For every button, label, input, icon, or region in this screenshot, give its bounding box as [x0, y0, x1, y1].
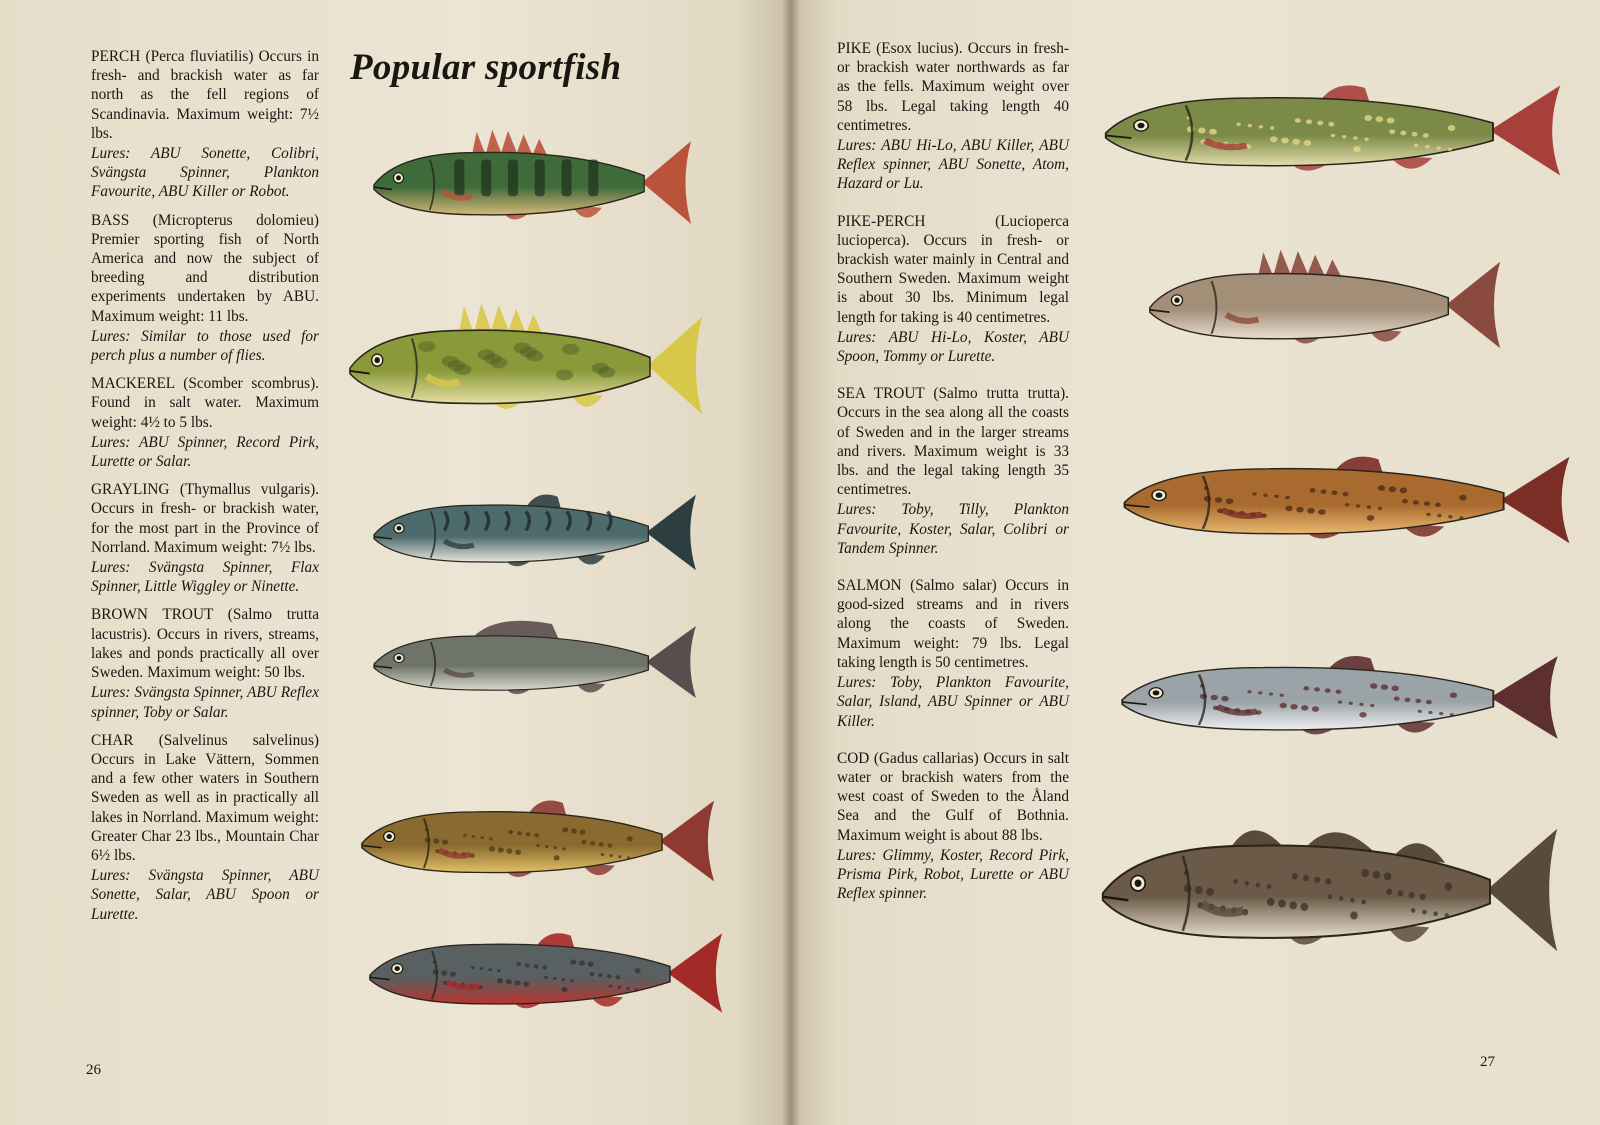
page-number-left: 26 [86, 1062, 101, 1078]
entry-lures: Lures: ABU Hi-Lo, Koster, ABU Spoon, Tommy or Lurette. [837, 328, 1069, 366]
entry-lures: Lures: ABU Sonette, Colibri, Svängsta Spinner, Plankton Favourite, ABU Killer or Robot. [91, 145, 319, 201]
entry-lures: Lures: Svängsta Spinner, Flax Spinner, Little Wiggley or Ninette. [91, 559, 319, 596]
entry-pike-perch [837, 212, 1069, 367]
grayling-icon [365, 612, 705, 712]
left-text-column [91, 47, 319, 933]
char-icon [360, 918, 732, 1028]
book-gutter [782, 0, 800, 1125]
entry-description: PIKE-PERCH (Lucioperca lucioperca). Occurs in fresh- or brackish water mainly in Central and Southern Sweden. Maximum weight is about 30 lbs. Minimum legal length for taking is 40 centimetres. [837, 212, 1069, 326]
sea-trout-icon [1112, 440, 1582, 560]
entry-description: BROWN TROUT (Salmo trutta lacustris). Occurs in rivers, streams, lakes and ponds practically all over Sweden. Maximum weight: 50 lbs. [91, 606, 319, 682]
entry-perch [91, 47, 319, 202]
brown-trout-icon [352, 785, 724, 897]
entry-description: CHAR (Salvelinus salvelinus) Occurs in Lake Vättern, Sommen and a few other waters in Southern Sweden as well as in practically all lakes in Norrland. Maximum weight: Greater Char 23 lbs., Mountain Char 6½ lbs. [91, 731, 319, 864]
perch-icon [365, 125, 700, 240]
page-number-right: 27 [1480, 1054, 1495, 1070]
mackerel-icon [365, 480, 705, 585]
entry-description: SALMON (Salmo salar) Occurs in good-sized streams and in rivers along the coasts of Sweden. Maximum weight: 79 lbs. Legal taking length is 50 centimetres. [837, 577, 1069, 671]
pike-icon [1093, 68, 1573, 193]
entry-lures: Lures: Toby, Plankton Favourite, Salar, Island, ABU Spinner or ABU Killer. [837, 674, 1069, 730]
right-text-column [837, 39, 1069, 921]
entry-description: SEA TROUT (Salmo trutta trutta). Occurs in the sea along all the coasts of Sweden and in the larger streams and rivers. Maximum weight is 33 lbs. and the legal taking length 35 centimetres. [837, 385, 1069, 499]
salmon-icon [1110, 640, 1570, 755]
entry-char [91, 731, 319, 924]
entry-lures: Lures: Svängsta Spinner, ABU Sonette, Salar, ABU Spoon or Lurette. [91, 867, 319, 923]
entry-description: GRAYLING (Thymallus vulgaris). Occurs in fresh- or brackish water, for the most part in the Province of Norrland. Maximum weight: 7½ lbs. [91, 481, 319, 556]
entry-salmon [837, 576, 1069, 731]
entry-lures: Lures: ABU Spinner, Record Pirk, Lurette or Salar. [91, 433, 319, 471]
entry-pike [837, 39, 1069, 194]
entry-lures: Lures: Glimmy, Koster, Record Pirk, Prisma Pirk, Robot, Lurette or ABU Reflex spinner. [837, 846, 1069, 903]
entry-description: PIKE (Esox lucius). Occurs in fresh- or brackish water northwards as far as the fells. Maximum weight over 58 lbs. Legal taking length 40 centimetres. [837, 40, 1069, 134]
entry-description: MACKEREL (Scomber scombrus). Found in salt water. Maximum weight: 4½ to 5 lbs. [91, 375, 319, 431]
entry-grayling [91, 480, 319, 596]
entry-lures: Lures: ABU Hi-Lo, ABU Killer, ABU Reflex spinner, ABU Sonette, Atom, Hazard or Lu. [837, 137, 1069, 193]
entry-description: COD (Gadus callarias) Occurs in salt water or brackish waters from the west coast of Sweden to the Åland Sea and the Gulf of Bothnia. Maximum weight is about 88 lbs. [837, 749, 1069, 844]
page-title: Popular sportfish [350, 47, 622, 88]
entry-lures: Lures: Svängsta Spinner, ABU Reflex spinner, Toby or Salar. [91, 684, 319, 721]
entry-sea-trout [837, 384, 1069, 558]
entry-description: PERCH (Perca fluviatilis) Occurs in fresh- and brackish water as far north as the fell regions of Scandinavia. Maximum weight: 7½ lbs. [91, 48, 319, 142]
entry-lures: Lures: Toby, Tilly, Plankton Favourite, Koster, Salar, Colibri or Tandem Spinner. [837, 501, 1069, 557]
bass-icon [340, 298, 712, 433]
pike-perch-icon [1140, 245, 1510, 365]
cod-icon [1090, 805, 1570, 975]
entry-cod [837, 749, 1069, 904]
entry-mackerel [91, 374, 319, 471]
entry-brown-trout [91, 605, 319, 721]
entry-lures: Lures: Similar to those used for perch plus a number of flies. [91, 327, 319, 365]
entry-description: BASS (Micropterus dolomieu) Premier sporting fish of North America and now the subject of breeding and distribution experiments undertaken by ABU. Maximum weight: 11 lbs. [91, 211, 319, 325]
entry-bass [91, 211, 319, 366]
